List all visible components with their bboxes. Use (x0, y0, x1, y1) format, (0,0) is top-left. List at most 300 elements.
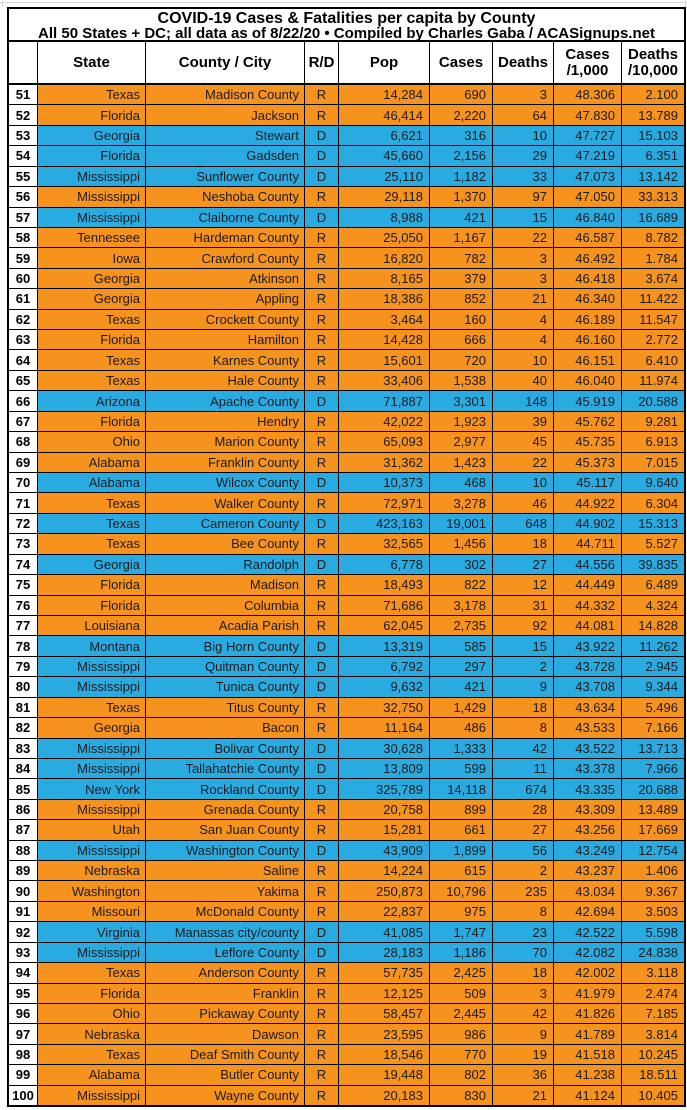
state-cell: Virginia (38, 922, 146, 941)
state-cell: Texas (38, 963, 146, 982)
party-cell: D (305, 555, 339, 574)
table-row (9, 758, 684, 778)
party-cell: R (305, 820, 339, 839)
table-row (9, 962, 684, 982)
state-cell: Texas (38, 85, 146, 104)
pop-cell: 32,565 (339, 534, 430, 553)
county-cell: Titus County (146, 698, 305, 717)
party-cell: R (305, 187, 339, 206)
rank-cell: 92 (9, 922, 38, 941)
cases-per-1000-cell: 47.050 (554, 187, 622, 206)
deaths-per-10000-cell: 6.913 (645, 434, 678, 450)
pop-cell: 6,778 (339, 555, 430, 574)
cases-per-1000-cell: 46.160 (554, 330, 622, 349)
cases-cell: 2,445 (430, 1004, 493, 1023)
cases-per-1000-cell: 46.840 (554, 208, 622, 227)
pop-cell: 8,988 (339, 208, 430, 227)
state-cell: New York (38, 779, 146, 798)
deaths-cell: 40 (493, 371, 554, 390)
col-header-county: County / City (146, 42, 305, 83)
col-header-pop: Pop (339, 42, 430, 83)
deaths-cell: 27 (493, 555, 554, 574)
col-header-rank (9, 42, 38, 83)
party-cell: R (305, 228, 339, 247)
rank-cell: 99 (9, 1065, 38, 1084)
rank-cell: 59 (9, 248, 38, 267)
county-cell: McDonald County (146, 902, 305, 921)
table-row (9, 186, 684, 206)
cases-per-1000-cell: 44.922 (554, 493, 622, 512)
cases-per-1000-cell: 46.418 (554, 269, 622, 288)
county-cell: Butler County (146, 1065, 305, 1084)
deaths-per-10000-cell: 20.588 (638, 393, 678, 409)
cases-per-1000-cell: 43.634 (554, 698, 622, 717)
deaths-cell: 9 (493, 677, 554, 696)
county-cell: Dawson (146, 1024, 305, 1043)
cases-per-1000-cell: 47.073 (554, 167, 622, 186)
col-header-cases-per-1000-line1: Cases (565, 45, 610, 63)
party-cell: R (305, 330, 339, 349)
party-cell: D (305, 779, 339, 798)
pop-cell: 65,093 (339, 432, 430, 451)
county-cell: Appling (146, 289, 305, 308)
cases-per-1000-cell: 48.306 (554, 85, 622, 104)
rank-cell: 86 (9, 800, 38, 819)
party-cell: R (305, 963, 339, 982)
party-cell: D (305, 943, 339, 962)
col-header-cases-per-1000-line2: /1,000 (566, 61, 609, 79)
party-cell: R (305, 575, 339, 594)
deaths-cell: 45 (493, 432, 554, 451)
deaths-cell: 33 (493, 167, 554, 186)
county-cell: Madison County (146, 85, 305, 104)
party-cell: D (305, 841, 339, 860)
cases-per-1000-cell: 41.518 (554, 1045, 622, 1064)
deaths-cell: 97 (493, 187, 554, 206)
deaths-per-10000-cell: 5.598 (645, 924, 678, 940)
cases-per-1000-cell: 41.124 (554, 1086, 622, 1105)
county-cell: Hamilton (146, 330, 305, 349)
cases-per-1000-cell: 44.556 (554, 555, 622, 574)
cases-cell: 802 (430, 1065, 493, 1084)
deaths-cell: 70 (493, 943, 554, 962)
pop-cell: 18,493 (339, 575, 430, 594)
county-cell: Leflore County (146, 943, 305, 962)
rank-cell: 64 (9, 350, 38, 369)
margin-gridline-horizontal (0, 2, 687, 3)
cases-cell: 690 (430, 85, 493, 104)
state-cell: Mississippi (38, 657, 146, 676)
deaths-cell: 15 (493, 208, 554, 227)
party-cell: D (305, 391, 339, 410)
state-cell: Texas (38, 371, 146, 390)
rank-cell: 90 (9, 881, 38, 900)
col-header-state: State (38, 42, 146, 83)
pop-cell: 15,601 (339, 350, 430, 369)
state-cell: Louisiana (38, 616, 146, 635)
party-cell: R (305, 412, 339, 431)
pop-cell: 14,428 (339, 330, 430, 349)
rank-cell: 55 (9, 167, 38, 186)
table-row (9, 492, 684, 512)
state-cell: Florida (38, 984, 146, 1003)
county-cell: Quitman County (146, 657, 305, 676)
deaths-cell: 4 (493, 310, 554, 329)
pop-cell: 16,820 (339, 248, 430, 267)
cases-cell: 975 (430, 902, 493, 921)
county-cell: Karnes County (146, 350, 305, 369)
state-cell: Florida (38, 596, 146, 615)
pop-cell: 6,621 (339, 126, 430, 145)
pop-cell: 13,319 (339, 636, 430, 655)
deaths-per-10000-cell: 9.281 (645, 413, 678, 429)
table-row (9, 513, 684, 533)
cases-cell: 421 (430, 208, 493, 227)
deaths-per-10000-cell: 3.674 (645, 271, 678, 286)
pop-cell: 18,546 (339, 1045, 430, 1064)
party-cell: R (305, 248, 339, 267)
cases-cell: 782 (430, 248, 493, 267)
deaths-cell: 3 (493, 85, 554, 104)
table-row (9, 942, 684, 962)
pop-cell: 46,414 (339, 105, 430, 124)
party-cell: D (305, 208, 339, 227)
deaths-cell: 64 (493, 105, 554, 124)
county-cell: Hendry (146, 412, 305, 431)
county-cell: Stewart (146, 126, 305, 145)
deaths-per-10000-cell: 6.489 (645, 577, 678, 593)
rank-cell: 85 (9, 779, 38, 798)
county-cell: Yakima (146, 881, 305, 900)
deaths-cell: 42 (493, 1004, 554, 1023)
rank-cell: 60 (9, 269, 38, 288)
cases-per-1000-cell: 46.189 (554, 310, 622, 329)
rank-cell: 91 (9, 902, 38, 921)
rank-cell: 69 (9, 453, 38, 472)
rank-cell: 71 (9, 493, 38, 512)
cases-per-1000-cell: 44.332 (554, 596, 622, 615)
pop-cell: 25,110 (339, 167, 430, 186)
deaths-per-10000-cell: 3.118 (646, 965, 678, 981)
party-cell: R (305, 1045, 339, 1064)
party-cell: R (305, 861, 339, 880)
deaths-cell: 11 (493, 759, 554, 778)
deaths-cell: 3 (493, 248, 554, 267)
cases-cell: 1,182 (430, 167, 493, 186)
pop-cell: 250,873 (339, 881, 430, 900)
deaths-cell: 10 (493, 473, 554, 492)
deaths-cell: 3 (493, 269, 554, 288)
pop-cell: 423,163 (339, 514, 430, 533)
table-row (9, 145, 684, 165)
cases-cell: 14,118 (430, 779, 493, 798)
rank-cell: 95 (9, 984, 38, 1003)
cases-per-1000-cell: 44.711 (554, 534, 622, 553)
cases-per-1000-cell: 41.979 (554, 984, 622, 1003)
table-row (9, 85, 684, 104)
pop-cell: 57,735 (339, 963, 430, 982)
deaths-per-10000-cell: 6.410 (645, 352, 678, 368)
table-row (9, 288, 684, 308)
table-row (9, 309, 684, 329)
table-row (9, 554, 684, 574)
deaths-cell: 9 (493, 1024, 554, 1043)
pop-cell: 43,909 (339, 841, 430, 860)
deaths-per-10000-cell: 33.313 (638, 189, 678, 205)
party-cell: R (305, 289, 339, 308)
rank-cell: 70 (9, 473, 38, 492)
party-cell: R (305, 902, 339, 921)
deaths-cell: 18 (493, 963, 554, 982)
party-cell: D (305, 514, 339, 533)
party-cell: R (305, 493, 339, 512)
cases-per-1000-cell: 45.762 (554, 412, 622, 431)
state-cell: Mississippi (38, 800, 146, 819)
margin-gridline-right (685, 0, 686, 7)
county-cell: Manassas city/county (146, 922, 305, 941)
deaths-per-10000-cell: 11.262 (639, 638, 678, 654)
table-row (9, 615, 684, 635)
cases-cell: 1,456 (430, 534, 493, 553)
table-row (9, 472, 684, 492)
state-cell: Texas (38, 698, 146, 717)
cases-per-1000-cell: 43.309 (554, 800, 622, 819)
state-cell: Mississippi (38, 187, 146, 206)
cases-per-1000-cell: 43.922 (554, 636, 622, 655)
county-table (7, 7, 686, 1107)
pop-cell: 62,045 (339, 616, 430, 635)
rank-cell: 88 (9, 841, 38, 860)
deaths-per-10000-cell: 6.351 (645, 148, 678, 164)
county-cell: Acadia Parish (146, 616, 305, 635)
county-cell: Walker County (146, 493, 305, 512)
state-cell: Tennessee (38, 228, 146, 247)
party-cell: R (305, 1004, 339, 1023)
cases-per-1000-cell: 43.256 (554, 820, 622, 839)
cases-per-1000-cell: 43.378 (554, 759, 622, 778)
cases-cell: 10,796 (430, 881, 493, 900)
deaths-cell: 2 (493, 861, 554, 880)
cases-per-1000-cell: 42.522 (554, 922, 622, 941)
party-cell: R (305, 718, 339, 737)
col-header-cases-per-1000 (554, 42, 622, 83)
rank-cell: 75 (9, 575, 38, 594)
deaths-cell: 8 (493, 718, 554, 737)
state-cell: Mississippi (38, 677, 146, 696)
rank-cell: 76 (9, 596, 38, 615)
party-cell: R (305, 881, 339, 900)
rank-cell: 51 (9, 85, 38, 104)
cases-per-1000-cell: 44.449 (554, 575, 622, 594)
county-cell: Grenada County (146, 800, 305, 819)
cases-per-1000-cell: 44.902 (554, 514, 622, 533)
rank-cell: 97 (9, 1024, 38, 1043)
state-cell: Alabama (38, 473, 146, 492)
cases-cell: 3,301 (430, 391, 493, 410)
deaths-per-10000-cell: 2.474 (645, 985, 678, 1001)
county-cell: San Juan County (146, 820, 305, 839)
cases-per-1000-cell: 43.708 (554, 677, 622, 696)
party-cell: D (305, 126, 339, 145)
rank-cell: 82 (9, 718, 38, 737)
deaths-cell: 648 (493, 514, 554, 533)
cases-cell: 1,167 (430, 228, 493, 247)
cases-cell: 986 (430, 1024, 493, 1043)
state-cell: Florida (38, 330, 146, 349)
table-row (9, 370, 684, 390)
table-row (9, 431, 684, 451)
deaths-cell: 42 (493, 739, 554, 758)
state-cell: Utah (38, 820, 146, 839)
rank-cell: 94 (9, 963, 38, 982)
deaths-cell: 15 (493, 636, 554, 655)
county-cell: Deaf Smith County (146, 1045, 305, 1064)
county-cell: Hardeman County (146, 228, 305, 247)
table-row (9, 901, 684, 921)
deaths-per-10000-cell: 4.324 (645, 597, 678, 613)
deaths-per-10000-cell: 1.784 (645, 250, 678, 266)
cases-cell: 822 (430, 575, 493, 594)
table-row (9, 247, 684, 267)
pop-cell: 33,406 (339, 371, 430, 390)
table-title-block (9, 9, 684, 42)
table-row (9, 860, 684, 880)
party-cell: D (305, 739, 339, 758)
county-cell: Franklin (146, 984, 305, 1003)
deaths-cell: 8 (493, 902, 554, 921)
state-cell: Mississippi (38, 759, 146, 778)
party-cell: R (305, 453, 339, 472)
col-header-deaths-per-10000 (622, 42, 684, 83)
state-cell: Texas (38, 1045, 146, 1064)
cases-cell: 3,178 (430, 596, 493, 615)
cases-per-1000-cell: 44.081 (554, 616, 622, 635)
cases-cell: 379 (430, 269, 493, 288)
table-row (9, 166, 684, 186)
county-cell: Marion County (146, 432, 305, 451)
deaths-cell: 39 (493, 412, 554, 431)
rank-cell: 67 (9, 412, 38, 431)
county-cell: Wayne County (146, 1086, 305, 1105)
state-cell: Mississippi (38, 841, 146, 860)
deaths-per-10000-cell: 13.489 (638, 801, 678, 817)
cases-cell: 1,186 (430, 943, 493, 962)
deaths-cell: 18 (493, 698, 554, 717)
pop-cell: 15,281 (339, 820, 430, 839)
table-row (9, 880, 684, 900)
cases-per-1000-cell: 43.728 (554, 657, 622, 676)
cases-per-1000-cell: 41.789 (554, 1024, 622, 1043)
cases-per-1000-cell: 45.919 (554, 391, 622, 410)
cases-cell: 1,538 (430, 371, 493, 390)
table-row (9, 656, 684, 676)
table-row (9, 574, 684, 594)
cases-per-1000-cell: 46.492 (554, 248, 622, 267)
county-cell: Cameron County (146, 514, 305, 533)
cases-cell: 1,333 (430, 739, 493, 758)
cases-cell: 1,429 (430, 698, 493, 717)
table-row (9, 390, 684, 410)
table-row (9, 595, 684, 615)
state-cell: Georgia (38, 289, 146, 308)
table-row (9, 1085, 684, 1105)
pop-cell: 6,792 (339, 657, 430, 676)
party-cell: R (305, 371, 339, 390)
cases-per-1000-cell: 42.002 (554, 963, 622, 982)
county-cell: Tallahatchie County (146, 759, 305, 778)
deaths-cell: 36 (493, 1065, 554, 1084)
pop-cell: 71,686 (339, 596, 430, 615)
deaths-per-10000-cell: 5.527 (645, 536, 678, 552)
table-row (9, 697, 684, 717)
pop-cell: 12,125 (339, 984, 430, 1003)
cases-cell: 297 (430, 657, 493, 676)
state-cell: Texas (38, 493, 146, 512)
party-cell: R (305, 534, 339, 553)
cases-per-1000-cell: 46.040 (554, 371, 622, 390)
pop-cell: 28,183 (339, 943, 430, 962)
deaths-per-10000-cell: 15.313 (638, 516, 678, 532)
rank-cell: 98 (9, 1045, 38, 1064)
table-row (9, 125, 684, 145)
county-cell: Neshoba County (146, 187, 305, 206)
cases-cell: 899 (430, 800, 493, 819)
party-cell: R (305, 85, 339, 104)
rank-cell: 65 (9, 371, 38, 390)
deaths-per-10000-cell: 2.945 (645, 659, 678, 675)
party-cell: R (305, 984, 339, 1003)
county-cell: Bolivar County (146, 739, 305, 758)
pop-cell: 32,750 (339, 698, 430, 717)
pop-cell: 30,628 (339, 739, 430, 758)
party-cell: R (305, 800, 339, 819)
party-cell: D (305, 922, 339, 941)
pop-cell: 45,660 (339, 146, 430, 165)
party-cell: R (305, 350, 339, 369)
pop-cell: 71,887 (339, 391, 430, 410)
rank-cell: 84 (9, 759, 38, 778)
rank-cell: 53 (9, 126, 38, 145)
cases-cell: 2,735 (430, 616, 493, 635)
state-cell: Montana (38, 636, 146, 655)
deaths-cell: 674 (493, 779, 554, 798)
pop-cell: 20,758 (339, 800, 430, 819)
county-cell: Bee County (146, 534, 305, 553)
county-cell: Tunica County (146, 677, 305, 696)
table-row (9, 819, 684, 839)
deaths-per-10000-cell: 10.405 (638, 1087, 678, 1103)
state-cell: Florida (38, 412, 146, 431)
pop-cell: 72,971 (339, 493, 430, 512)
county-cell: Jackson (146, 105, 305, 124)
rank-cell: 61 (9, 289, 38, 308)
table-row (9, 1044, 684, 1064)
party-cell: D (305, 636, 339, 655)
pop-cell: 22,837 (339, 902, 430, 921)
state-cell: Ohio (38, 1004, 146, 1023)
deaths-per-10000-cell: 17.669 (638, 822, 678, 838)
rank-cell: 87 (9, 820, 38, 839)
party-cell: D (305, 473, 339, 492)
rank-cell: 63 (9, 330, 38, 349)
party-cell: R (305, 616, 339, 635)
state-cell: Georgia (38, 269, 146, 288)
state-cell: Georgia (38, 126, 146, 145)
state-cell: Florida (38, 146, 146, 165)
state-cell: Nebraska (38, 861, 146, 880)
pop-cell: 25,050 (339, 228, 430, 247)
pop-cell: 11,164 (339, 718, 430, 737)
